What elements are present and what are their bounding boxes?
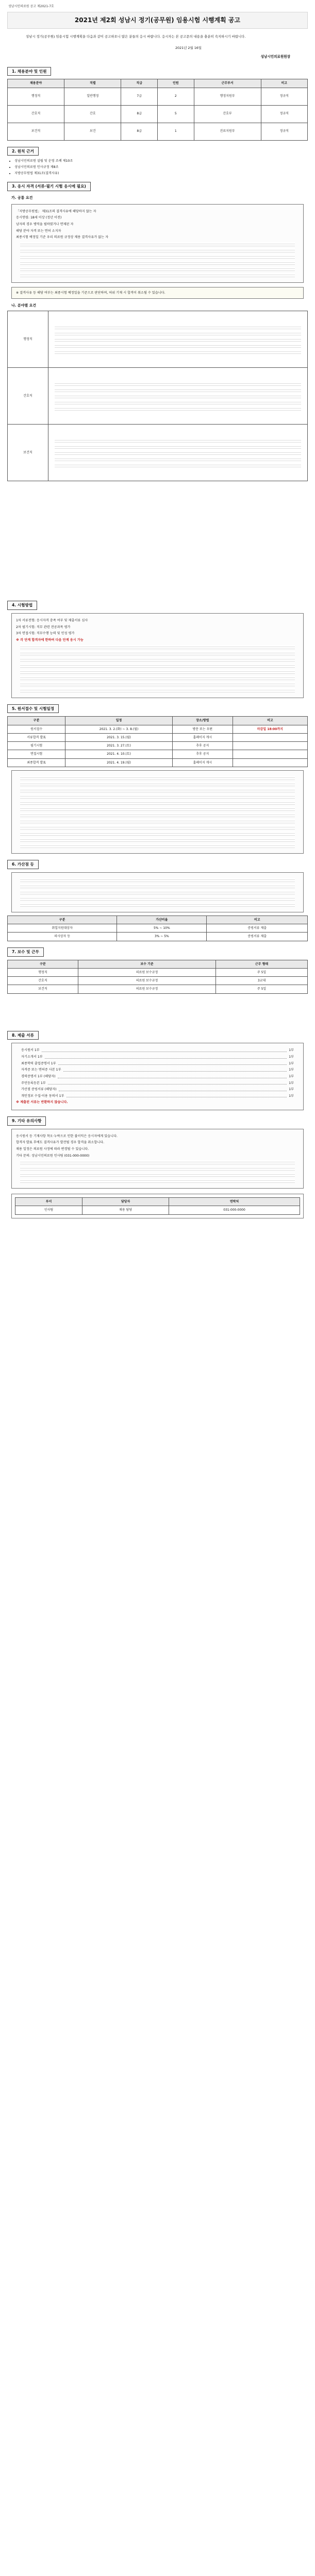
- section-title: 5. 원서접수 및 시험일정: [7, 704, 59, 714]
- table-row: 보건직 의료원 보수규정 주 5일: [8, 985, 308, 993]
- table-row: 면접시험 2021. 4. 10.(토) 추후 공지: [8, 750, 308, 758]
- table-header: 구분: [8, 717, 65, 725]
- list-item: 응시원서 등 기재사항 착오·누락으로 인한 불이익은 응시자에게 있습니다.: [16, 1134, 118, 1138]
- list-item: 주민등록등본 1부 1부: [21, 1081, 294, 1085]
- table-row: 행정직 일반행정 7급 2 행정지원부 정규직: [8, 88, 308, 105]
- notice-page: [7, 0, 308, 1218]
- contact-box: [11, 1194, 304, 1218]
- text-block: [20, 248, 295, 252]
- notice-date: 2021년 2월 16일: [175, 46, 202, 50]
- section-title: 6. 가산점 등: [7, 860, 39, 869]
- table-header: 근무 형태: [216, 960, 308, 968]
- organization-name: 성남시민의료원원장: [260, 55, 290, 59]
- table-header: 가산비율: [117, 916, 207, 924]
- notice-number: 성남시민의료원 공고 제2021-7호: [8, 5, 54, 8]
- list-item: 「지방공무원법」 제31조의 결격사유에 해당하지 않는 자: [16, 209, 96, 213]
- table-header: 비고: [207, 916, 308, 924]
- list-item: 2차 필기시험: 직무 관련 전공과목 평가: [16, 625, 71, 629]
- list-item: • 지방공무원법 제31조(결격사유): [14, 171, 308, 176]
- table-row: 최종합격 발표 2021. 4. 19.(월) 홈페이지 게시: [8, 758, 308, 767]
- list-item: • 성남시민의료원 인사규정 제8조: [14, 165, 308, 170]
- schedule-table: [7, 716, 308, 767]
- table-row: 취업지원대상자 5% ~ 10% 증빙서류 제출: [8, 924, 308, 933]
- table-row: 보건직 보건 8급 1 진료지원부 정규직: [8, 123, 308, 140]
- table-header: 담당자: [82, 1198, 169, 1206]
- table-row: 인사팀 채용 담당 031-000-0000: [15, 1206, 300, 1214]
- field-requirement-table: [7, 311, 308, 481]
- table-header: 부서: [15, 1198, 82, 1206]
- section-schedule: [7, 704, 308, 714]
- table-header: 연락처: [169, 1198, 300, 1206]
- table-row: 행정직: [8, 311, 308, 368]
- list-item: 1차 서류전형: 응시자격 충족 여부 및 제출서류 심사: [16, 619, 88, 623]
- contact-table: [15, 1197, 300, 1215]
- section-title: 3. 응시 자격 (서류·필기 시험 응시에 필요): [7, 182, 91, 191]
- recruit-table: [7, 79, 308, 140]
- table-header: 보수 기준: [78, 960, 215, 968]
- exam-note: ※ 각 단계 합격자에 한하여 다음 단계 응시 가능: [16, 638, 84, 642]
- list-item: 자기소개서 1부 1부: [21, 1055, 294, 1059]
- list-item: • 성남시민의료원 설립 및 운영 조례 제10조: [14, 159, 308, 164]
- table-header: 채용분야: [8, 79, 64, 88]
- table-row: 보건직: [8, 425, 308, 481]
- sub-title: 나. 분야별 요건: [11, 303, 37, 308]
- section-principles: [7, 147, 308, 156]
- spacer: [7, 994, 308, 1025]
- principles-list: [7, 159, 308, 176]
- table-row: 필기시험 2021. 3. 27.(토) 추후 공지: [8, 742, 308, 750]
- list-item: 개인정보 수집·이용 동의서 1부 1부: [21, 1094, 294, 1098]
- table-header: 근무부서: [194, 79, 261, 88]
- table-header: 비고: [233, 717, 307, 725]
- sub-title: 가. 공통 요건: [11, 195, 33, 200]
- section-qualification: [7, 182, 308, 191]
- list-item: 채용 일정은 의료원 사정에 따라 변경될 수 있습니다.: [16, 1147, 89, 1151]
- text-block: [20, 267, 295, 271]
- text-block: [20, 242, 295, 246]
- intro-text: 성남시 정기(공무원) 임용시험 시행계획을 다음과 같이 공고하오니 많은 분들의 응시 바랍니다. 응시자는 본 공고문의 내용을 충분히 숙지하시기 바랍니다.: [26, 34, 246, 39]
- list-item: 남자의 경우 병역을 필하였거나 면제된 자: [16, 223, 74, 227]
- table-row: 행정직 의료원 보수규정 주 5일: [8, 968, 308, 976]
- title-bar: [7, 12, 308, 29]
- qualification-box: [11, 204, 304, 283]
- text-block: [20, 255, 295, 259]
- section-documents: [7, 1031, 308, 1040]
- table-header: 구분: [8, 916, 117, 924]
- section-title: 8. 제출 서류: [7, 1031, 39, 1040]
- table-row: 간호직: [8, 368, 308, 425]
- exam-box: [11, 613, 304, 698]
- list-item: 해당 분야 자격 또는 면허 소지자: [16, 229, 61, 233]
- list-item: 3차 면접시험: 직무수행 능력 및 인성 평가: [16, 632, 75, 636]
- list-item: 경력증명서 1부 (해당자) 1부: [21, 1074, 294, 1078]
- section-etc: [7, 1116, 308, 1126]
- section-title: 7. 보수 및 근무: [7, 947, 44, 957]
- table-header: 인원: [157, 79, 194, 88]
- spacer: [7, 481, 308, 595]
- section-title: 9. 기타 유의사항: [7, 1116, 46, 1126]
- documents-box: [11, 1043, 304, 1110]
- bonus-table: [7, 916, 308, 941]
- pay-table: [7, 960, 308, 994]
- list-item: 기타 문의: 성남시민의료원 인사팀 (031-000-0000): [16, 1154, 90, 1158]
- section-exam: [7, 601, 308, 610]
- list-item: 최종학력 졸업증명서 1부 1부: [21, 1061, 294, 1065]
- table-header: 직렬: [64, 79, 121, 88]
- documents-note: ※ 제출된 서류는 반환하지 않습니다.: [16, 1100, 68, 1105]
- table-row: 원서접수 2021. 3. 2.(화) ~ 3. 8.(월) 방문 또는 우편 마감일 18:00까지: [8, 725, 308, 733]
- table-header: 직급: [121, 79, 158, 88]
- section-title: 1. 채용분야 및 인원: [7, 67, 51, 76]
- section-title: 4. 시험방법: [7, 601, 37, 610]
- text-block: [20, 273, 295, 277]
- table-row: 간호직 간호 8급 5 간호부 정규직: [8, 105, 308, 123]
- list-item: 가산점 증빙서류 (해당자) 1부: [21, 1088, 294, 1092]
- etc-box: [11, 1129, 304, 1189]
- list-item: 응시연령: 18세 이상 (정년 이전): [16, 216, 62, 220]
- text-block: [20, 261, 295, 265]
- qualification-notice: ※ 결격사유 등 해당 여부는 최종시험 예정일을 기준으로 판단하며, 허위 기재 시 합격이 취소될 수 있습니다.: [11, 287, 304, 299]
- page-title: 2021년 제2회 성남시 정기(공무원) 임용시험 시행계획 공고: [74, 16, 241, 24]
- table-header: 장소/방법: [172, 717, 233, 725]
- table-header: 비고: [261, 79, 307, 88]
- table-header: 구분: [8, 960, 78, 968]
- section-bonus: [7, 860, 308, 869]
- list-item: 응시원서 1부 1부: [21, 1048, 294, 1053]
- section-pay: [7, 947, 308, 957]
- list-item: 최종시험 예정일 기준 우리 의료원 규정상 채용 결격사유가 없는 자: [16, 235, 109, 240]
- table-row: 간호직 의료원 보수규정 3교대: [8, 977, 308, 985]
- schedule-detail-box: [11, 770, 304, 854]
- section-title: 2. 원칙 근거: [7, 147, 39, 156]
- section-recruit: [7, 67, 308, 76]
- table-header: 일정: [65, 717, 173, 725]
- table-row: 의사상자 등 3% ~ 5% 증빙서류 제출: [8, 933, 308, 941]
- list-item: 자격증 또는 면허증 사본 1부 1부: [21, 1068, 294, 1072]
- table-row: 서류합격 발표 2021. 3. 15.(월) 홈페이지 게시: [8, 733, 308, 741]
- list-item: 합격자 발표 후에도 결격사유가 발견될 경우 합격을 취소합니다.: [16, 1141, 105, 1145]
- bonus-text-box: [11, 872, 304, 912]
